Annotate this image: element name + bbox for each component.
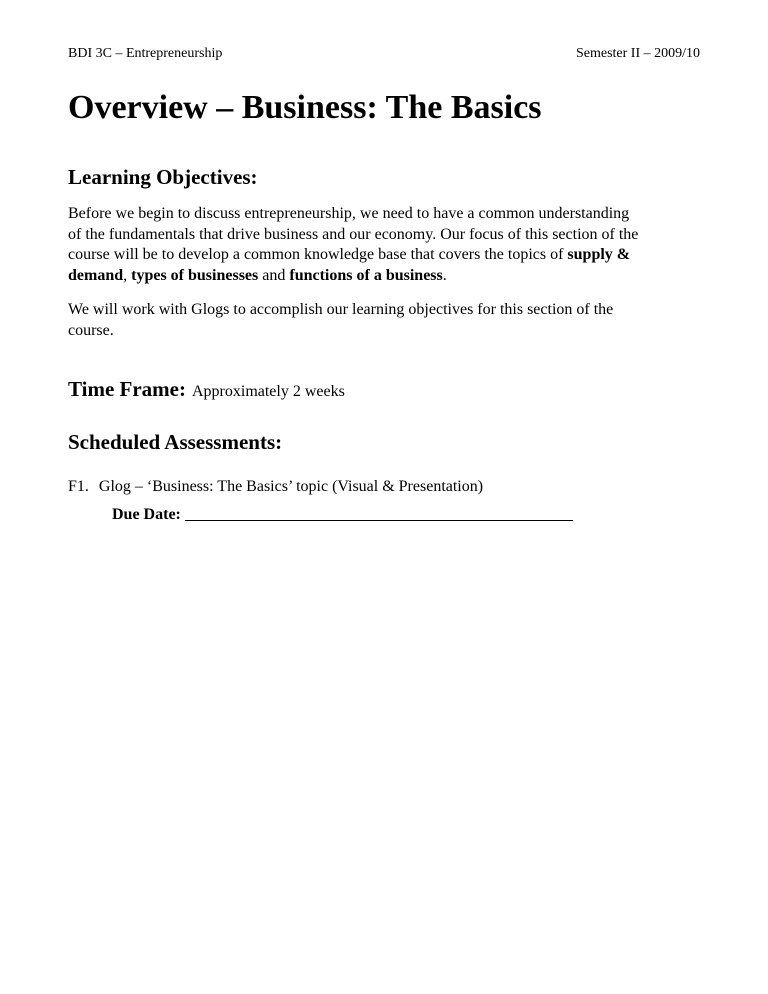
paragraph-text: course will be to develop a common knowledge base that covers the topics of <box>68 246 568 263</box>
paragraph-line <box>68 245 708 266</box>
due-date-blank-line[interactable] <box>185 506 573 521</box>
scheduled-assessments-heading: Scheduled Assessments: <box>68 430 283 454</box>
time-frame-label: Time Frame: <box>68 377 186 401</box>
assessment-number: F1. <box>68 478 89 495</box>
paragraph-end: . <box>442 266 447 284</box>
topic-functions-of-a-business: functions of a business <box>289 266 443 284</box>
paragraph-line: of the fundamentals that drive business and our economy. Our focus of this section of the <box>68 225 639 243</box>
page-title: Overview – Business: The Basics <box>68 89 542 126</box>
topic-types-of-businesses: types of businesses <box>131 266 259 284</box>
topic-supply-demand-part2: demand <box>68 266 124 284</box>
learning-objectives-paragraph <box>68 204 708 286</box>
header-semester: Semester II – 2009/10 <box>575 46 700 61</box>
paragraph-separator: , <box>123 266 132 284</box>
header-course: BDI 3C – Entrepreneurship <box>68 46 223 61</box>
assessment-description: Glog – ‘Business: The Basics’ topic (Visual & Presentation) <box>98 478 484 495</box>
paragraph-line <box>68 266 708 287</box>
time-frame <box>68 377 345 404</box>
time-frame-value: Approximately 2 weeks <box>191 383 345 400</box>
learning-objectives-heading: Learning Objectives: <box>68 165 258 189</box>
paragraph-line: Before we begin to discuss entrepreneurship, we need to have a common understanding <box>68 205 630 222</box>
due-date-label: Due Date: <box>112 506 181 523</box>
glogs-paragraph <box>68 300 708 341</box>
paragraph-line: course. <box>68 321 114 339</box>
paragraph-separator: and <box>258 266 290 284</box>
topic-supply-demand-part1: supply & <box>567 246 631 263</box>
due-date-row <box>112 505 573 525</box>
assessment-item <box>68 477 483 497</box>
paragraph-line: We will work with Glogs to accomplish our learning objectives for this section of the <box>68 301 614 318</box>
